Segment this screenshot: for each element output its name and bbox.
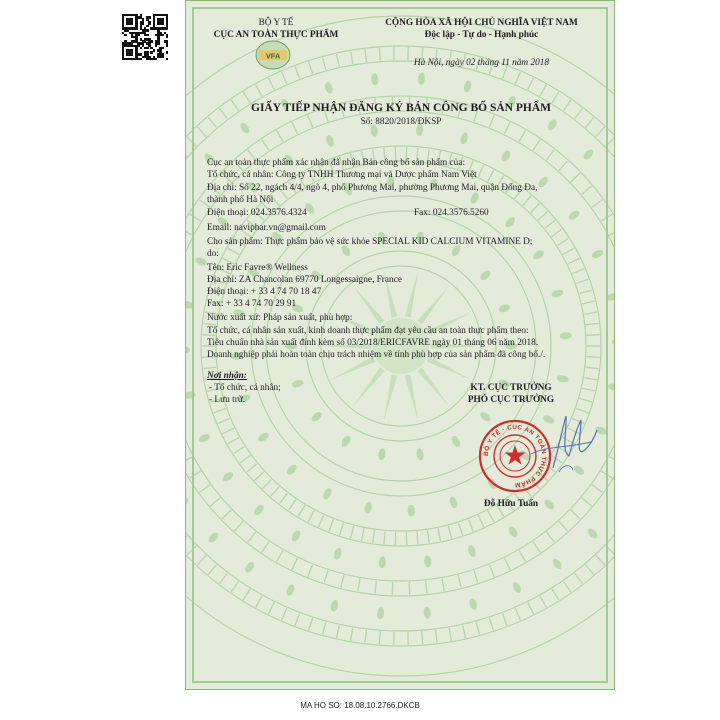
qr-module (142, 23, 144, 25)
record-code: MA HO SO: 18.08.10.2766.DKCB (300, 701, 420, 710)
qr-module (148, 16, 150, 18)
organization: Tổ chức, cá nhân: Công ty TNHH Thương mại và Dược phẩm Nam Việt (207, 170, 477, 180)
compliance-line-2: Tiêu chuẩn nhà sản xuất đính kèm số 03/2018/ERICFAVRE ngày 01 tháng 06 năm 2018. (207, 338, 539, 348)
qr-module (166, 36, 168, 38)
agency-name: CỤC AN TOÀN THỰC PHẨM (213, 30, 339, 40)
product-line-1: Cho sản phẩm: Thực phẩm bảo vệ sức khỏe SPECIAL KID CALCIUM VITAMINE D; (207, 237, 533, 247)
qr-module (155, 58, 157, 60)
document-title: GIẤY TIẾP NHẬN ĐĂNG KÝ BẢN CÔNG BỐ SẢN PHẨM (251, 102, 551, 114)
maker-phone: Điện thoại: + 33 4 74 70 18 47 (207, 287, 322, 297)
qr-module (140, 58, 142, 60)
maker-address: Địa chỉ: ZA Chancolan 69770 Longessaigne, France (207, 275, 402, 285)
qr-module (161, 56, 163, 58)
recipient-item: - Lưu trữ. (209, 395, 246, 405)
qr-module (161, 47, 163, 49)
qr-module (124, 34, 126, 36)
qr-module (150, 40, 152, 42)
vfa-logo-text: VFA (265, 51, 281, 61)
origin: Nước xuất xứ: Pháp sản xuất, phù hợp: (207, 313, 353, 323)
qr-code (122, 14, 168, 60)
email: Email: naviphar.vn@gmail.com (207, 223, 326, 233)
qr-module (155, 45, 157, 47)
qr-module (157, 42, 159, 44)
qr-module (161, 34, 163, 36)
qr-module (166, 45, 168, 47)
maker-fax: Fax: + 33 4 74 70 29 91 (207, 299, 297, 309)
qr-module (135, 27, 137, 29)
qr-module (150, 51, 152, 53)
compliance-line-1: Tổ chức, cá nhân sản xuất, kinh doanh thực phẩm đạt yêu cầu an toàn thực phẩm theo: (207, 326, 529, 336)
signer-name: Đỗ Hữu Tuấn (483, 499, 539, 509)
qr-module (146, 47, 148, 49)
qr-module (131, 23, 133, 25)
place-date: Hà Nội, ngày 02 tháng 11 năm 2018 (413, 58, 550, 68)
responsibility: Doanh nghiệp phải hoàn toàn chịu trách nhiệm về tính phù hợp của sản phẩm đã công bố./. (207, 350, 546, 360)
qr-module (166, 58, 168, 60)
qr-module (140, 47, 142, 49)
qr-module (137, 34, 139, 36)
seal-text: BỘ Y TẾ · CỤC AN TOÀN THỰC PHẨM (482, 423, 548, 489)
address-line-1: Địa chỉ: Số 22, ngách 4/4, ngõ 4, phố Phương Mai, phường Phương Mai, quận Đống Đa, (207, 183, 538, 193)
qr-module (161, 23, 163, 25)
qr-module (166, 27, 168, 29)
qr-module (146, 25, 148, 27)
maker-name: Tên: Eric Favre® Wellness (207, 263, 308, 273)
qr-module (146, 29, 148, 31)
signer-on-behalf: KT. CỤC TRƯỞNG (470, 383, 552, 393)
intro-text: Cục an toàn thực phẩm xác nhận đã nhận Bản công bố sản phẩm của: (207, 158, 466, 168)
qr-module (146, 34, 148, 36)
ministry-name: BỘ Y TẾ (258, 18, 294, 28)
qr-module (148, 23, 150, 25)
product-line-2: do: (207, 249, 219, 259)
handwritten-signature (511, 406, 601, 486)
qr-module (153, 49, 155, 51)
certificate-document (185, 0, 615, 690)
document-number: Số: 8820/2018/ĐKSP (360, 117, 442, 127)
vfa-logo (254, 39, 292, 71)
national-motto: Độc lập - Tự do - Hạnh phúc (424, 30, 539, 40)
address-line-2: thành phố Hà Nội (207, 195, 274, 205)
qr-module (131, 53, 133, 55)
recipient-item: - Tổ chức, cá nhân; (209, 383, 281, 393)
signer-position: PHÓ CỤC TRƯỞNG (467, 395, 555, 405)
recipients-label: Nơi nhận: (207, 371, 247, 381)
qr-module (166, 51, 168, 53)
phone: Điện thoại: 024.3576.4324 (207, 208, 307, 218)
country-name: CỘNG HÒA XÃ HỘI CHỦ NGHĨA VIỆT NAM (385, 18, 578, 28)
fax: Fax: 024.3576.5260 (414, 208, 489, 218)
